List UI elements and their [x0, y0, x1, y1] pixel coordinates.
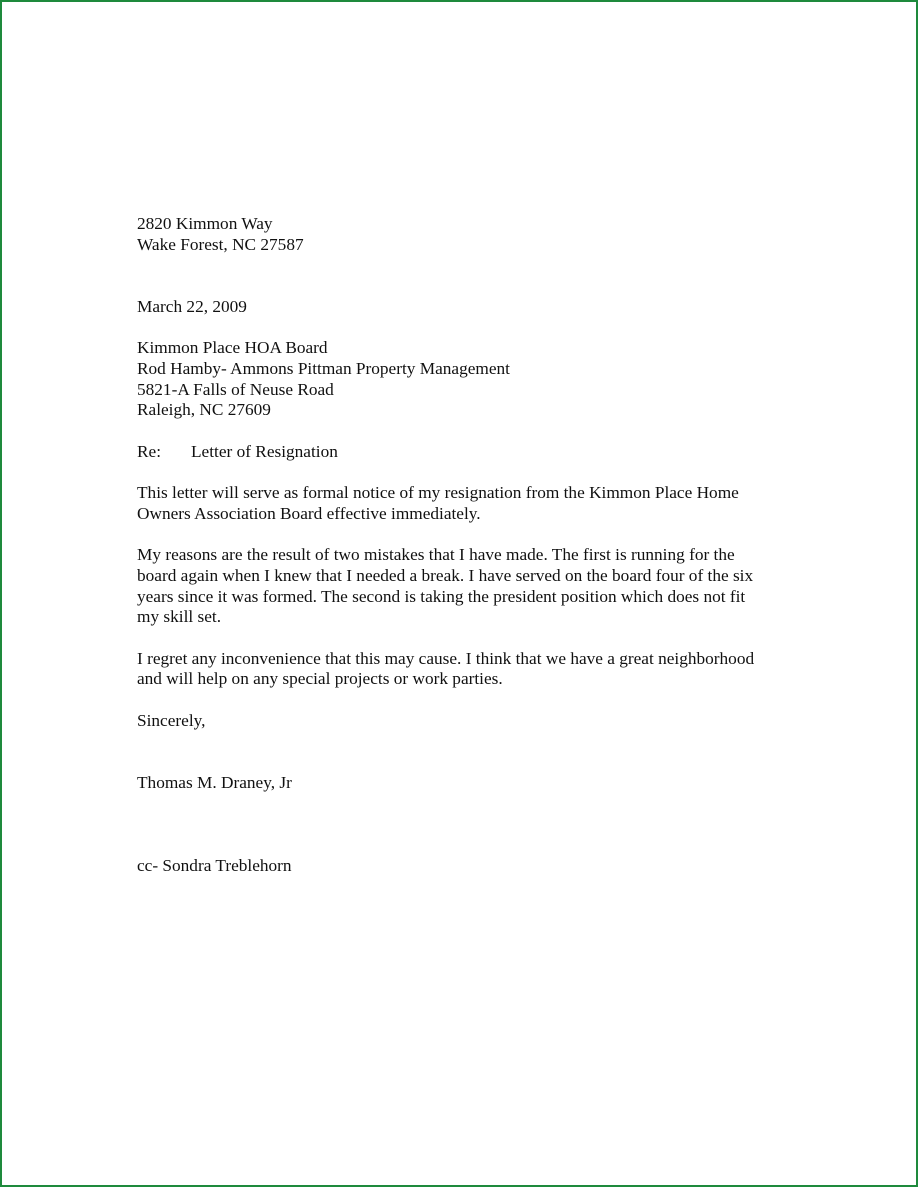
signature-name: Thomas M. Draney, Jr — [137, 772, 292, 792]
letter-date: March 22, 2009 — [137, 296, 247, 316]
recipient-line-4: Raleigh, NC 27609 — [137, 400, 271, 420]
subject-text: Letter of Resignation — [191, 441, 338, 461]
paragraph-2-line-2: board again when I knew that I needed a break. I have served on the board four of the six — [137, 565, 754, 585]
paragraph-2-line-4: my skill set. — [137, 607, 222, 627]
paragraph-1-line-2: Owners Association Board effective immediately. — [137, 503, 481, 523]
subject-label: Re: — [137, 441, 161, 461]
subject-line — [137, 442, 797, 463]
closing: Sincerely, — [137, 710, 206, 730]
paragraph-2 — [137, 545, 797, 628]
letter-body — [137, 214, 797, 876]
paragraph-1-line-1: This letter will serve as formal notice of my resignation from the Kimmon Place Home — [137, 483, 739, 503]
sender-address — [137, 214, 797, 255]
recipient-line-2: Rod Hamby- Ammons Pittman Property Management — [137, 358, 510, 378]
paragraph-3-line-2: and will help on any special projects or work parties. — [137, 669, 503, 689]
paragraph-3 — [137, 649, 797, 690]
recipient-line-1: Kimmon Place HOA Board — [137, 338, 328, 358]
recipient-line-3: 5821-A Falls of Neuse Road — [137, 379, 334, 399]
paragraph-3-line-1: I regret any inconvenience that this may cause. I think that we have a great neighborhood — [137, 648, 755, 668]
paragraph-2-line-3: years since it was formed. The second is taking the president position which does not fit — [137, 586, 746, 606]
paragraph-1 — [137, 483, 797, 524]
recipient-address — [137, 338, 797, 421]
sender-address-line-2: Wake Forest, NC 27587 — [137, 234, 304, 254]
paragraph-2-line-1: My reasons are the result of two mistakes that I have made. The first is running for the — [137, 545, 735, 565]
sender-address-line-1: 2820 Kimmon Way — [137, 214, 273, 233]
cc-line: cc- Sondra Treblehorn — [137, 855, 292, 875]
